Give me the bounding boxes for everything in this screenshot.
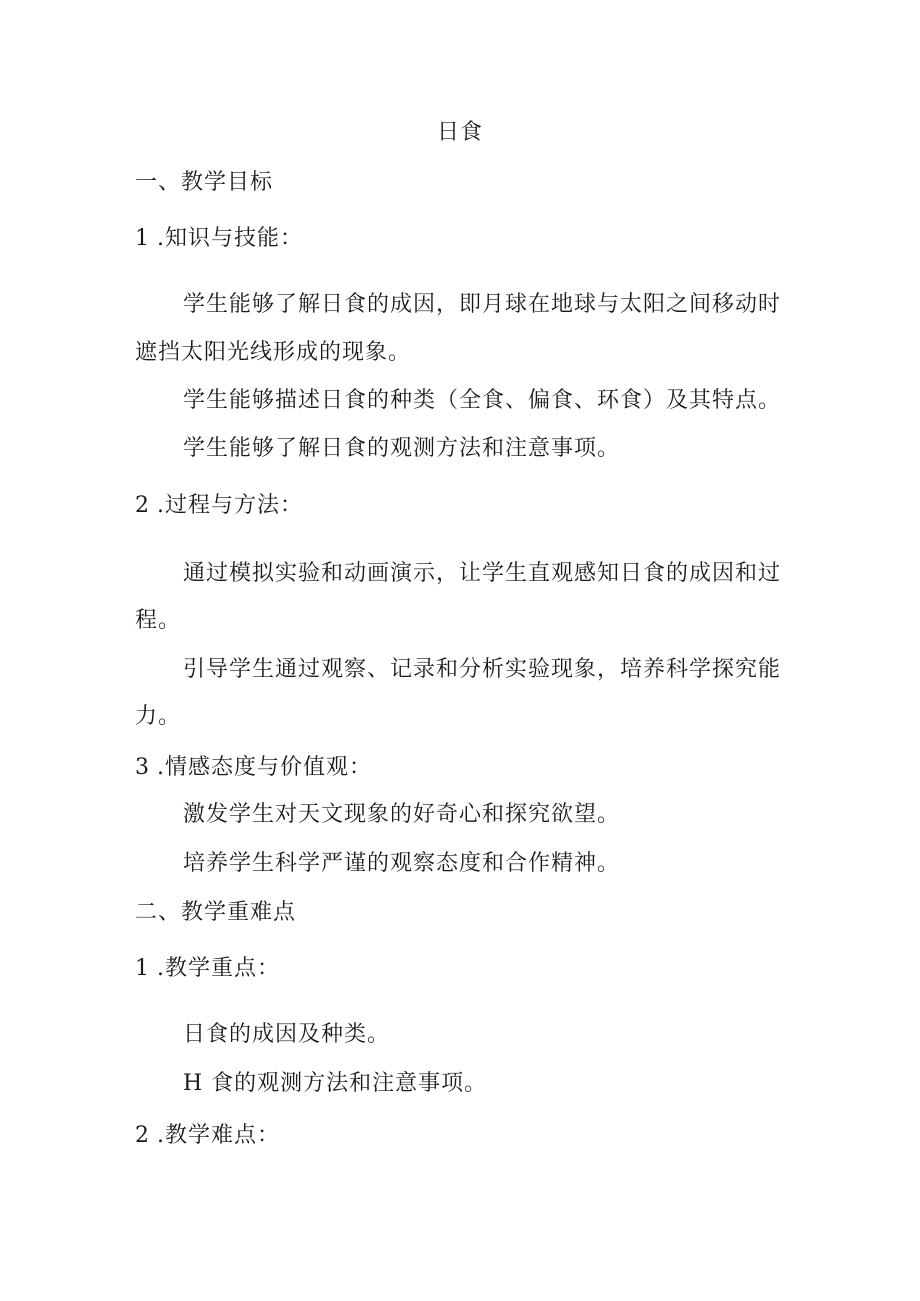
item-number: 2 [135,493,150,518]
item-label: .教学难点： [157,1123,280,1148]
item-label: .过程与方法： [157,493,303,518]
item-attitudes-values-heading [135,757,372,779]
item-number: 2 [135,1123,150,1148]
paragraph-line: 力。 [135,704,182,729]
item-label: .情感态度与价值观： [157,755,372,780]
paragraph-line: 遮挡太阳光线形成的现象。 [135,340,412,365]
item-label: .知识与技能： [157,226,303,251]
document-title: 日食 [436,120,483,145]
paragraph-line: 学生能够了解日食的观测方法和注意事项。 [183,436,621,461]
paragraph-line: 日食的成因及种类。 [183,1022,391,1047]
section-heading-objectives: 一、教学目标 [135,170,274,195]
paragraph-line: 程。 [135,608,182,633]
paragraph-line: 学生能够描述日食的种类（全食、偏食、环食）及其特点。 [183,388,782,413]
item-process-methods-heading [135,495,303,517]
section-heading-key-difficult-points: 二、教学重难点 [135,900,297,925]
item-label: .教学重点： [157,956,280,981]
item-knowledge-skills-heading [135,228,303,250]
item-key-points-heading [135,958,280,980]
paragraph-line: 引导学生通过观察、记录和分析实验现象，培养科学探究能 [183,657,782,682]
paragraph-line: 培养学生科学严谨的观察态度和合作精神。 [183,851,621,876]
item-number: 1 [135,226,150,251]
paragraph-line: H 食的观测方法和注意事项。 [183,1071,488,1096]
paragraph-line: 学生能够了解日食的成因，即月球在地球与太阳之间移动时 [183,292,782,317]
paragraph-line: 通过模拟实验和动画演示，让学生直观感知日食的成因和过 [183,561,782,586]
paragraph-line: 激发学生对天文现象的好奇心和探究欲望。 [183,802,621,827]
item-number: 1 [135,956,150,981]
item-difficult-points-heading [135,1125,280,1147]
item-number: 3 [135,755,150,780]
